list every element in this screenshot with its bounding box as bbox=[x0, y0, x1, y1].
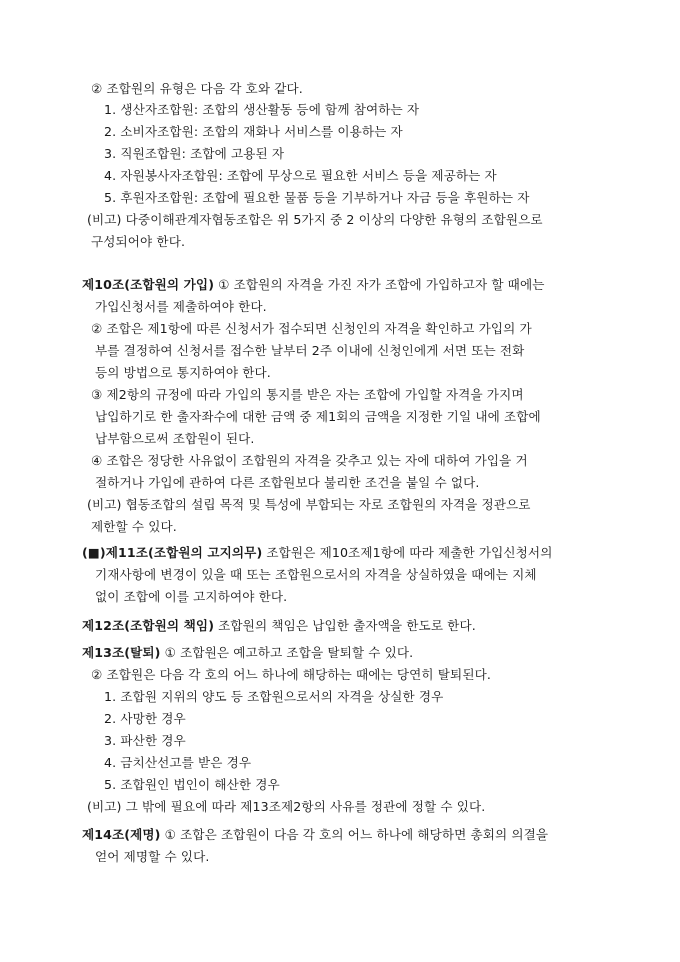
article-14-title: 제14조(제명) bbox=[82, 827, 161, 842]
article-11 bbox=[82, 544, 552, 562]
article-13-note: (비고) 그 밖에 필요에 따라 제13조제2항의 사유를 정관에 정할 수 있다. bbox=[87, 799, 486, 814]
article-11-cont: 기재사항에 변경이 있을 때 또는 조합원으로서의 자격을 상실하였을 때에는 지체 bbox=[95, 567, 537, 582]
article-13-title: 제13조(탈퇴) bbox=[82, 645, 161, 660]
article-13-p1: ① 조합원은 예고하고 조합을 탈퇴할 수 있다. bbox=[164, 645, 414, 660]
article-10-p1: ① 조합원의 자격을 가진 자가 조합에 가입하고자 할 때에는 bbox=[218, 277, 545, 292]
article-13 bbox=[82, 644, 413, 662]
article-10-title: 제10조(조합원의 가입) bbox=[82, 277, 215, 292]
withdrawal-item: 2. 사망한 경우 bbox=[104, 711, 186, 726]
article-12-text: 조합원의 책임은 납입한 출자액을 한도로 한다. bbox=[218, 618, 476, 633]
article-10-p2-cont: 부를 결정하여 신청서를 접수한 날부터 2주 이내에 신청인에게 서면 또는 전화 bbox=[95, 343, 525, 358]
article-10-p3-cont: 납부함으로써 조합원이 된다. bbox=[95, 431, 255, 446]
withdrawal-item: 1. 조합원 지위의 양도 등 조합원으로서의 자격을 상실한 경우 bbox=[104, 689, 444, 704]
article-11-cont: 없이 조합에 이를 고지하여야 한다. bbox=[95, 589, 288, 604]
article-10-p4-cont: 절하거나 가입에 관하여 다른 조합원보다 불리한 조건을 붙일 수 없다. bbox=[95, 475, 480, 490]
article-11-text: 조합원은 제10조제1항에 따라 제출한 가입신청서의 bbox=[266, 545, 553, 560]
member-types-note-cont: 구성되어야 한다. bbox=[91, 234, 186, 249]
article-14-p1: ① 조합은 조합원이 다음 각 호의 어느 하나에 해당하면 총회의 의결을 bbox=[164, 827, 549, 842]
article-13-p2: ② 조합원은 다음 각 호의 어느 하나에 해당하는 때에는 당연히 탈퇴된다. bbox=[91, 667, 491, 682]
withdrawal-item: 3. 파산한 경우 bbox=[104, 733, 186, 748]
member-type-item: 5. 후원자조합원: 조합에 필요한 물품 등을 기부하거나 자금 등을 후원하는 자 bbox=[104, 190, 530, 205]
article-14-cont: 얻어 제명할 수 있다. bbox=[95, 849, 210, 864]
member-type-item: 1. 생산자조합원: 조합의 생산활동 등에 함께 참여하는 자 bbox=[104, 102, 420, 117]
member-type-item: 2. 소비자조합원: 조합의 재화나 서비스를 이용하는 자 bbox=[104, 124, 403, 139]
article-11-title: 제11조(조합원의 고지의무) bbox=[105, 545, 263, 560]
article-10 bbox=[82, 276, 544, 294]
member-type-item: 3. 직원조합원: 조합에 고용된 자 bbox=[104, 146, 285, 161]
member-types-intro: ② 조합원의 유형은 다음 각 호와 같다. bbox=[91, 81, 303, 96]
withdrawal-item: 5. 조합원인 법인이 해산한 경우 bbox=[104, 777, 280, 792]
article-14 bbox=[82, 826, 548, 844]
member-type-item: 4. 자원봉사자조합원: 조합에 무상으로 필요한 서비스 등을 제공하는 자 bbox=[104, 168, 497, 183]
article-10-p2: ② 조합은 제1항에 따른 신청서가 접수되면 신청인의 자격을 확인하고 가입의 가 bbox=[91, 321, 532, 336]
article-10-p1-cont: 가입신청서를 제출하여야 한다. bbox=[95, 299, 267, 314]
article-12-title: 제12조(조합원의 책임) bbox=[82, 618, 215, 633]
member-types-note: (비고) 다중이해관계자협동조합은 위 5가지 중 2 이상의 다양한 유형의 조합원으로 bbox=[87, 212, 543, 227]
article-10-p4: ④ 조합은 정당한 사유없이 조합원의 자격을 갖추고 있는 자에 대하여 가입을 거 bbox=[91, 453, 528, 468]
black-square-mark: (■) bbox=[82, 545, 106, 560]
withdrawal-item: 4. 금치산선고를 받은 경우 bbox=[104, 755, 252, 770]
article-12 bbox=[82, 617, 476, 635]
article-10-note-cont: 제한할 수 있다. bbox=[91, 519, 177, 534]
article-10-note: (비고) 협동조합의 설립 목적 및 특성에 부합되는 자로 조합원의 자격을 정관으로 bbox=[87, 497, 531, 512]
article-10-p3: ③ 제2항의 규정에 따라 가입의 통지를 받은 자는 조합에 가입할 자격을 가지며 bbox=[91, 387, 524, 402]
article-10-p2-cont: 등의 방법으로 통지하여야 한다. bbox=[95, 365, 271, 380]
article-10-p3-cont: 납입하기로 한 출자좌수에 대한 금액 중 제1회의 금액을 지정한 기일 내에 조합에 bbox=[95, 409, 541, 424]
